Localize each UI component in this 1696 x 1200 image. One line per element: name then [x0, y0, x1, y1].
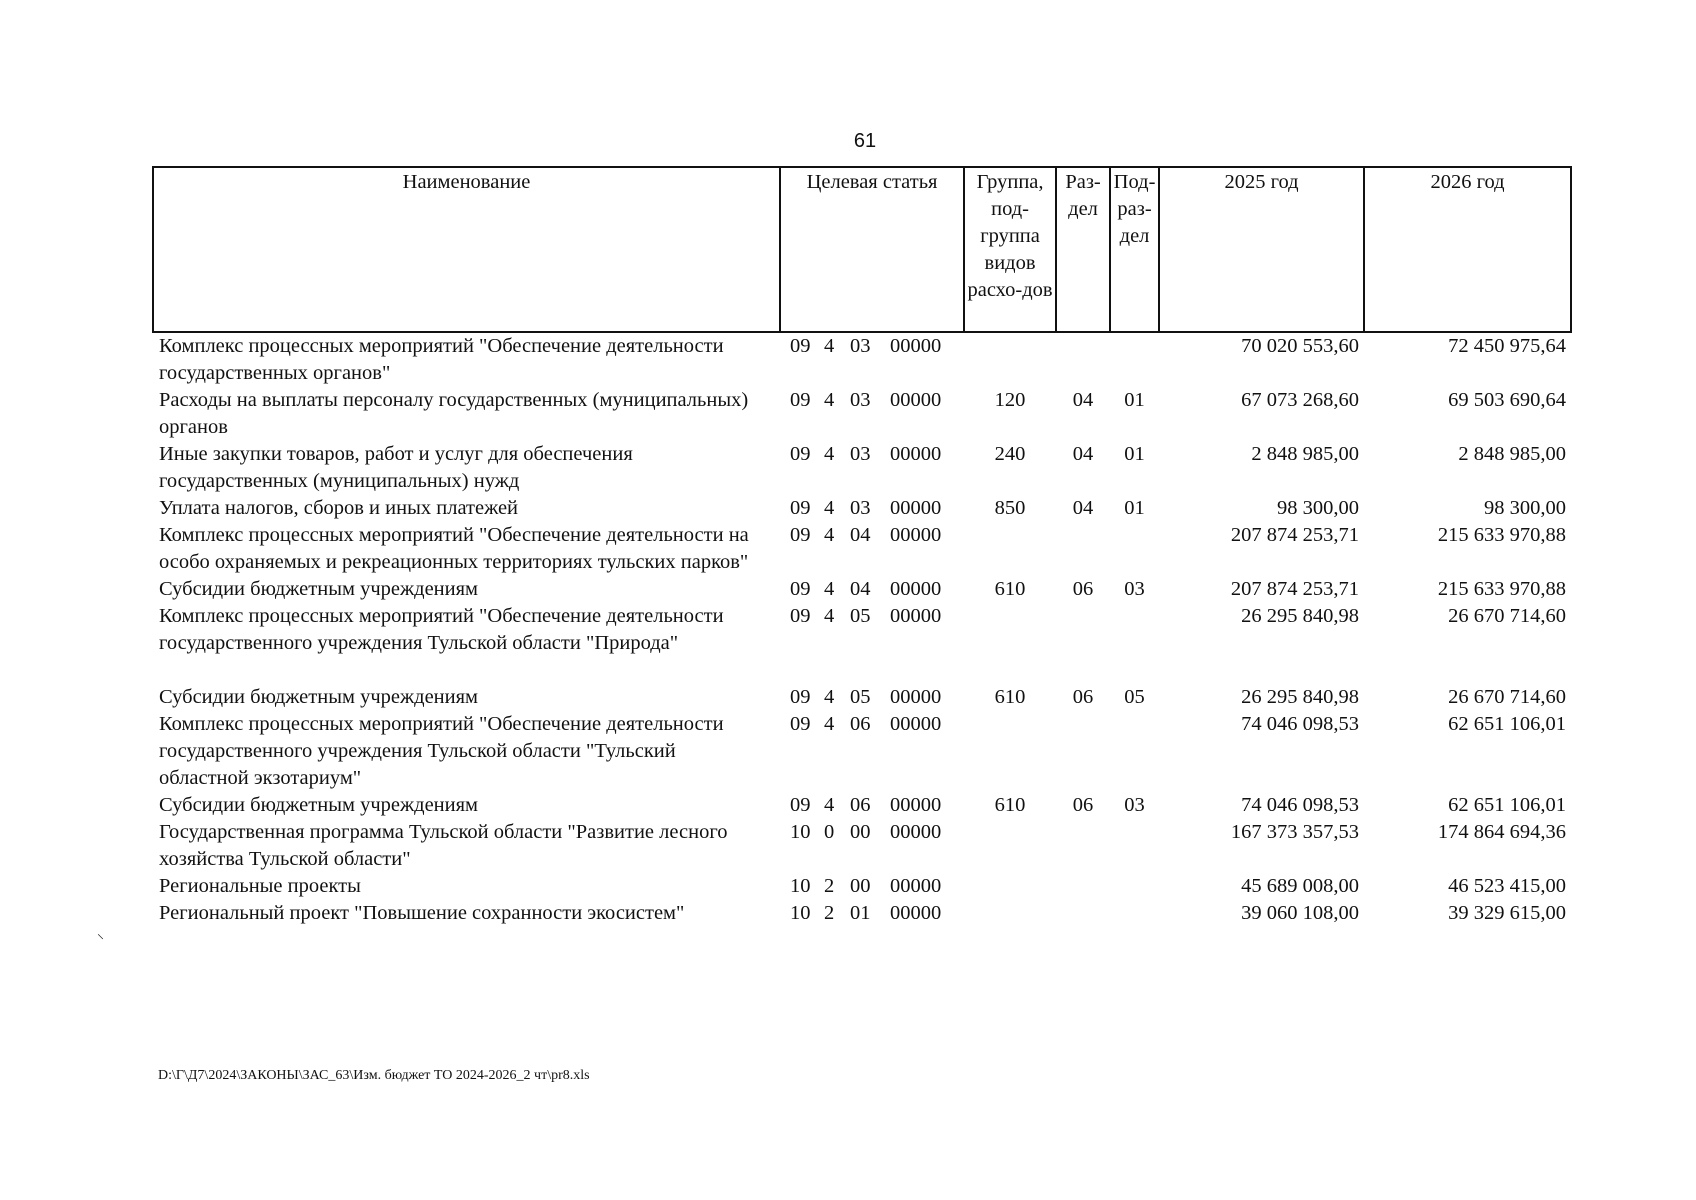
- table-row: [153, 387, 1571, 441]
- target-code-2: 4: [824, 713, 835, 735]
- target-code-3: 00: [850, 875, 871, 897]
- expense-group: 610: [994, 578, 1026, 600]
- target-code-4: 00000: [890, 578, 942, 600]
- table-row: [153, 603, 1571, 684]
- amount-2026: 26 670 714,60: [1448, 605, 1567, 627]
- target-code-3: 03: [850, 497, 871, 519]
- target-code-1: 09: [790, 335, 811, 357]
- razdel: [1056, 819, 1110, 873]
- table-row: [153, 900, 1571, 927]
- amount-2025: 26 295 840,98: [1241, 605, 1360, 627]
- expense-group: 120: [994, 389, 1026, 411]
- razdel: 06: [1072, 794, 1094, 816]
- row-name: Субсидии бюджетным учреждениям: [159, 794, 479, 816]
- header-razdel: Раз-дел: [1056, 167, 1110, 332]
- amount-2026: 98 300,00: [1484, 497, 1567, 519]
- row-name: Иные закупки товаров, работ и услуг для обеспечения государственных (муниципальных) нужд: [159, 443, 633, 492]
- target-code-2: 4: [824, 497, 835, 519]
- expense-group: 610: [994, 794, 1026, 816]
- target-code-1: 09: [790, 686, 811, 708]
- podrazdel: [1110, 522, 1159, 576]
- expense-group: [964, 603, 1056, 684]
- row-name: Комплекс процессных мероприятий "Обеспечение деятельности на особо охраняемых и рекреационных территориях тульских парков": [159, 524, 749, 573]
- table-row: [153, 684, 1571, 711]
- amount-2025: 45 689 008,00: [1241, 875, 1360, 897]
- target-code-4: 00000: [890, 389, 942, 411]
- amount-2026: 72 450 975,64: [1448, 335, 1567, 357]
- podrazdel: 01: [1124, 443, 1145, 465]
- row-name: Региональный проект "Повышение сохранности экосистем": [159, 902, 685, 924]
- podrazdel: 03: [1124, 794, 1145, 816]
- target-code-1: 09: [790, 713, 811, 735]
- target-code-4: 00000: [890, 686, 942, 708]
- amount-2026: 62 651 106,01: [1448, 794, 1567, 816]
- expense-group: 850: [994, 497, 1026, 519]
- expense-group: 240: [994, 443, 1026, 465]
- target-code-3: 04: [850, 578, 871, 600]
- amount-2025: 74 046 098,53: [1241, 794, 1360, 816]
- amount-2025: 98 300,00: [1277, 497, 1360, 519]
- header-target: Целевая статья: [780, 167, 964, 332]
- target-code-3: 05: [850, 686, 871, 708]
- amount-2025: 67 073 268,60: [1241, 389, 1360, 411]
- target-code-4: 00000: [890, 902, 942, 924]
- amount-2026: 2 848 985,00: [1458, 443, 1567, 465]
- header-podrazdel: Под-раз-дел: [1110, 167, 1159, 332]
- target-code-1: 10: [790, 875, 811, 897]
- header-name: Наименование: [153, 167, 780, 332]
- target-code-4: 00000: [890, 794, 942, 816]
- expense-group: [964, 522, 1056, 576]
- table-row: [153, 711, 1571, 792]
- row-name: Комплекс процессных мероприятий "Обеспечение деятельности государственного учреждения Тульской области "Тульский областной экзотариум": [159, 713, 724, 789]
- razdel: 04: [1072, 497, 1094, 519]
- razdel: [1056, 900, 1110, 927]
- amount-2026: 39 329 615,00: [1448, 902, 1567, 924]
- amount-2025: 39 060 108,00: [1241, 902, 1360, 924]
- podrazdel: [1110, 603, 1159, 684]
- target-code-2: 0: [824, 821, 835, 843]
- target-code-4: 00000: [890, 713, 942, 735]
- table-row: [153, 332, 1571, 387]
- target-code-1: 09: [790, 794, 811, 816]
- amount-2026: 69 503 690,64: [1448, 389, 1567, 411]
- target-code-3: 03: [850, 335, 871, 357]
- file-path: D:\Г\Д7\2024\ЗАКОНЫ\ЗАС_63\Изм. бюджет ТО 2024-2026_2 чт\pr8.xls: [158, 1068, 590, 1083]
- target-code-4: 00000: [890, 605, 942, 627]
- table-row: [153, 522, 1571, 576]
- row-name: Уплата налогов, сборов и иных платежей: [159, 497, 519, 519]
- table-row: [153, 576, 1571, 603]
- razdel: [1056, 711, 1110, 792]
- podrazdel: [1110, 873, 1159, 900]
- podrazdel: [1110, 711, 1159, 792]
- target-code-1: 10: [790, 821, 811, 843]
- target-code-3: 03: [850, 443, 871, 465]
- header-2025: 2025 год: [1159, 167, 1364, 332]
- razdel: 06: [1072, 686, 1094, 708]
- target-code-1: 09: [790, 443, 811, 465]
- amount-2026: 46 523 415,00: [1448, 875, 1567, 897]
- podrazdel: 03: [1124, 578, 1145, 600]
- target-code-3: 06: [850, 713, 871, 735]
- razdel: [1056, 332, 1110, 387]
- table-header-row: [153, 167, 1571, 332]
- target-code-3: 06: [850, 794, 871, 816]
- target-code-4: 00000: [890, 524, 942, 546]
- amount-2025: 167 373 357,53: [1230, 821, 1360, 843]
- target-code-3: 05: [850, 605, 871, 627]
- razdel: [1056, 873, 1110, 900]
- razdel: 04: [1072, 443, 1094, 465]
- row-name: Государственная программа Тульской области "Развитие лесного хозяйства Тульской области": [159, 821, 728, 870]
- expense-group: [964, 711, 1056, 792]
- target-code-1: 09: [790, 389, 811, 411]
- razdel: [1056, 522, 1110, 576]
- podrazdel: 01: [1124, 497, 1145, 519]
- table-row: [153, 873, 1571, 900]
- podrazdel: [1110, 332, 1159, 387]
- podrazdel: 05: [1124, 686, 1145, 708]
- podrazdel: [1110, 819, 1159, 873]
- row-name: Субсидии бюджетным учреждениям: [159, 578, 479, 600]
- amount-2026: 215 633 970,88: [1437, 578, 1567, 600]
- page-number: 61: [853, 130, 877, 152]
- target-code-4: 00000: [890, 821, 942, 843]
- table-row: [153, 819, 1571, 873]
- razdel: 04: [1072, 389, 1094, 411]
- target-code-4: 00000: [890, 335, 942, 357]
- amount-2026: 62 651 106,01: [1448, 713, 1567, 735]
- target-code-4: 00000: [890, 497, 942, 519]
- amount-2025: 26 295 840,98: [1241, 686, 1360, 708]
- row-name: Комплекс процессных мероприятий "Обеспечение деятельности государственных органов": [159, 335, 724, 384]
- scan-artifact: ⸌: [97, 933, 104, 948]
- row-name: Комплекс процессных мероприятий "Обеспечение деятельности государственного учреждения Тульской области "Природа": [159, 605, 724, 654]
- amount-2026: 215 633 970,88: [1437, 524, 1567, 546]
- target-code-4: 00000: [890, 443, 942, 465]
- expense-group: [964, 900, 1056, 927]
- target-code-2: 4: [824, 389, 835, 411]
- table-row: [153, 792, 1571, 819]
- target-code-3: 04: [850, 524, 871, 546]
- target-code-2: 4: [824, 524, 835, 546]
- target-code-1: 09: [790, 578, 811, 600]
- row-name: Региональные проекты: [159, 875, 361, 897]
- amount-2025: 70 020 553,60: [1241, 335, 1360, 357]
- target-code-3: 01: [850, 902, 871, 924]
- target-code-1: 09: [790, 497, 811, 519]
- razdel: 06: [1072, 578, 1094, 600]
- target-code-2: 4: [824, 605, 835, 627]
- target-code-3: 00: [850, 821, 871, 843]
- amount-2025: 207 874 253,71: [1230, 524, 1360, 546]
- podrazdel: [1110, 900, 1159, 927]
- amount-2025: 74 046 098,53: [1241, 713, 1360, 735]
- amount-2025: 2 848 985,00: [1251, 443, 1360, 465]
- razdel: [1056, 603, 1110, 684]
- podrazdel: 01: [1124, 389, 1145, 411]
- target-code-2: 4: [824, 443, 835, 465]
- header-2026: 2026 год: [1364, 167, 1571, 332]
- amount-2026: 26 670 714,60: [1448, 686, 1567, 708]
- budget-table: [152, 166, 1572, 927]
- target-code-2: 4: [824, 794, 835, 816]
- target-code-2: 4: [824, 335, 835, 357]
- amount-2025: 207 874 253,71: [1230, 578, 1360, 600]
- target-code-3: 03: [850, 389, 871, 411]
- amount-2026: 174 864 694,36: [1437, 821, 1567, 843]
- expense-group: [964, 873, 1056, 900]
- target-code-1: 09: [790, 524, 811, 546]
- table-row: [153, 441, 1571, 495]
- target-code-2: 2: [824, 902, 835, 924]
- expense-group: 610: [994, 686, 1026, 708]
- target-code-2: 4: [824, 686, 835, 708]
- expense-group: [964, 332, 1056, 387]
- header-group: Группа, под-группа видов расхо-дов: [964, 167, 1056, 332]
- target-code-1: 09: [790, 605, 811, 627]
- target-code-2: 2: [824, 875, 835, 897]
- expense-group: [964, 819, 1056, 873]
- target-code-4: 00000: [890, 875, 942, 897]
- row-name: Субсидии бюджетным учреждениям: [159, 686, 479, 708]
- row-name: Расходы на выплаты персоналу государственных (муниципальных) органов: [159, 389, 749, 438]
- target-code-1: 10: [790, 902, 811, 924]
- table-row: [153, 495, 1571, 522]
- target-code-2: 4: [824, 578, 835, 600]
